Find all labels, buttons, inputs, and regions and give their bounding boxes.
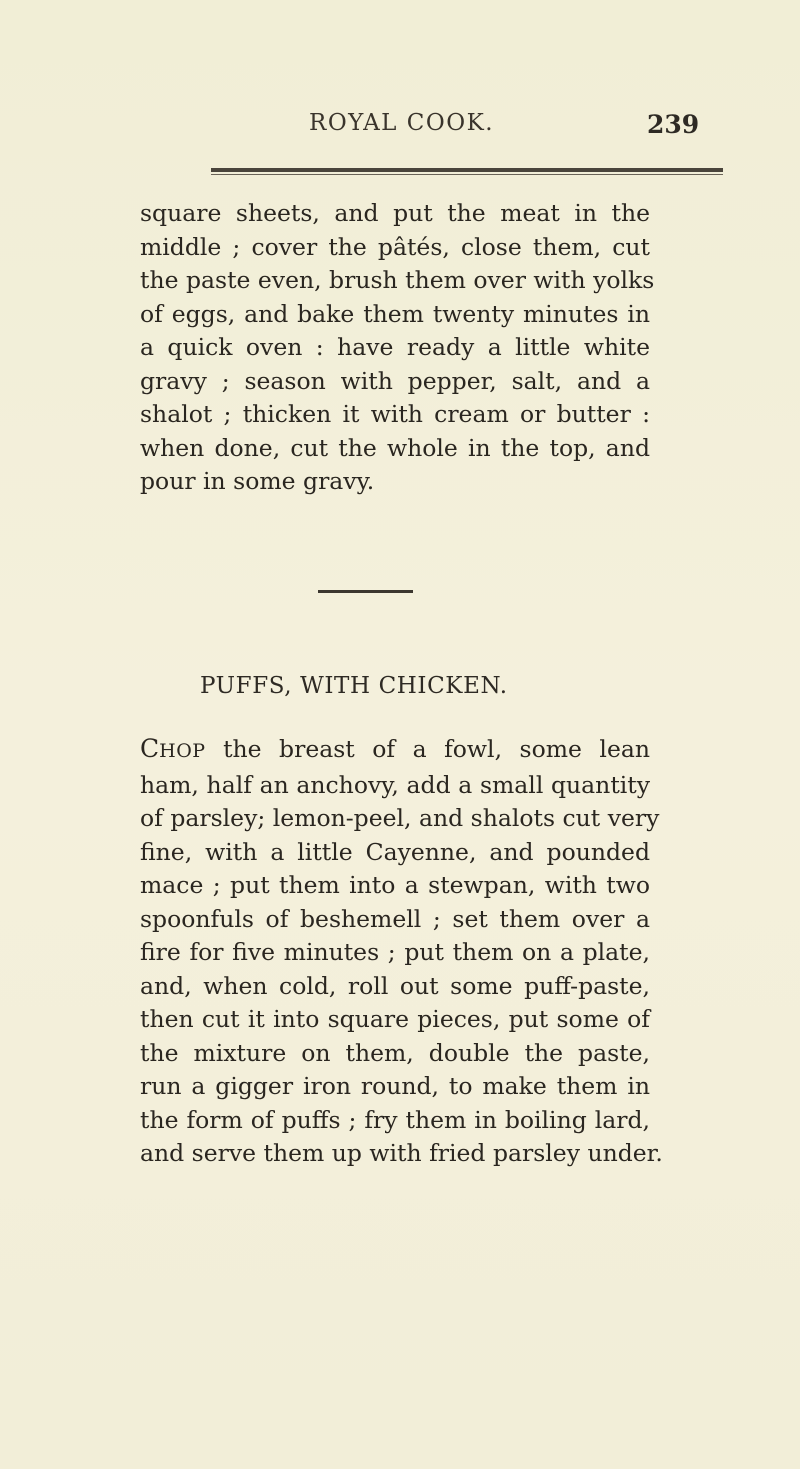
- running-head: [0, 110, 800, 150]
- section-divider: [318, 590, 413, 593]
- text-line: spoonfuls of beshemell ; set them over a: [140, 904, 650, 933]
- header-rule: [211, 168, 723, 172]
- text-line: pour in some gravy.: [140, 467, 375, 495]
- page-number: 239: [647, 110, 700, 139]
- text-line: fire for five minutes ; put them on a plate,: [140, 938, 650, 966]
- text-line: and serve them up with fried parsley under.: [140, 1139, 663, 1167]
- recipe-paragraph: [140, 732, 663, 1171]
- text-line: ham, half an anchovy, add a small quantity: [140, 770, 650, 799]
- initial-letter: C: [140, 734, 160, 763]
- text-line: run a gigger iron round, to make them in: [140, 1072, 650, 1100]
- text-line: square sheets, and put the meat in the: [140, 199, 650, 227]
- text-line: a quick oven : have ready a little white: [140, 333, 650, 361]
- text-line: of parsley; lemon-peel, and shalots cut very: [140, 804, 660, 832]
- text-line: shalot ; thicken it with cream or butter :: [140, 400, 650, 428]
- text-line: fine, with a little Cayenne, and pounded: [140, 837, 650, 866]
- header-rule-thin: [211, 174, 723, 175]
- small-caps-word: HOP: [159, 740, 206, 762]
- text-line: middle ; cover the pâtés, close them, cut: [140, 232, 650, 261]
- first-line-text: the breast of a fowl, some lean: [205, 735, 650, 763]
- continuation-paragraph: [140, 197, 655, 499]
- text-line: gravy ; season with pepper, salt, and a: [140, 366, 650, 395]
- text-line: the paste even, brush them over with yolks: [140, 266, 655, 294]
- text-line: the form of puffs ; fry them in boiling lard,: [140, 1105, 650, 1134]
- text-line: mace ; put them into a stewpan, with two: [140, 871, 650, 899]
- text-line: of eggs, and bake them twenty minutes in: [140, 299, 650, 328]
- text-line: and, when cold, roll out some puff-paste,: [140, 971, 650, 1000]
- first-text-line: [140, 732, 650, 769]
- text-line: then cut it into square pieces, put some of: [140, 1005, 650, 1033]
- text-line: the mixture on them, double the paste,: [140, 1038, 650, 1067]
- text-line: when done, cut the whole in the top, and: [140, 433, 650, 462]
- running-title: ROYAL COOK.: [309, 110, 495, 136]
- recipe-heading: PUFFS, WITH CHICKEN.: [200, 673, 508, 699]
